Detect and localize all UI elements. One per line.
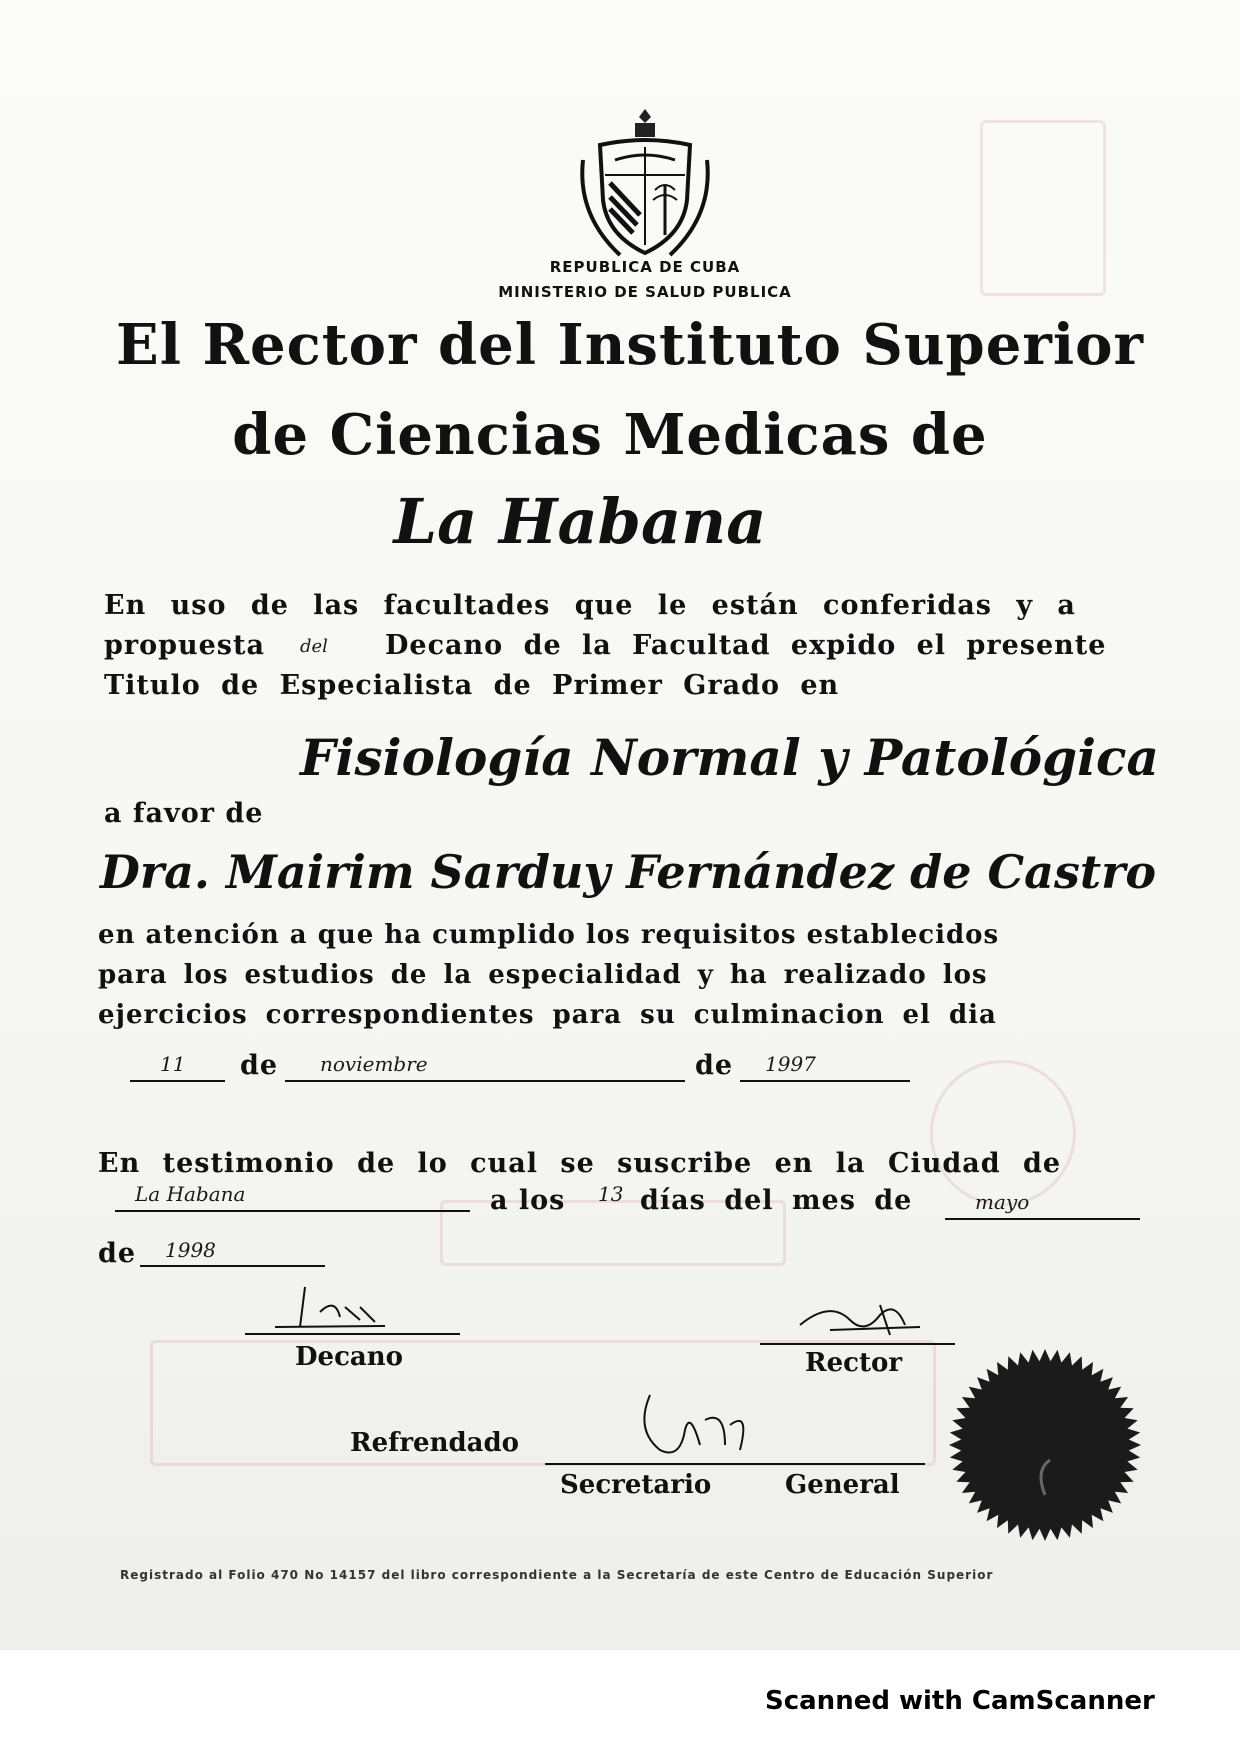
header-ministry: MINISTERIO DE SALUD PUBLICA (498, 283, 792, 301)
title-line-1: El Rector del Instituto Superior (116, 312, 1144, 378)
paragraph-2-line-3: ejercicios correspondientes para su culminacion el dia (98, 1000, 997, 1030)
secretario-label: Secretario (560, 1470, 712, 1500)
completion-month: noviembre (320, 1052, 428, 1076)
de-year: de (98, 1238, 137, 1269)
title-line-3: La Habana (393, 485, 767, 558)
title-line-2: de Ciencias Medicas de (232, 402, 988, 468)
specialty-title: Fisiología Normal y Patológica (300, 728, 1159, 787)
completion-de-2: de (695, 1050, 734, 1081)
header-country: REPUBLICA DE CUBA (549, 258, 741, 276)
registry-note: Registrado al Folio 470 No 14157 del libro correspondiente a la Secretaría de este Centro de Educación Superior (120, 1568, 994, 1582)
completion-day: 11 (160, 1052, 186, 1076)
completion-month-line (285, 1080, 685, 1082)
cuba-coat-of-arms-icon (575, 105, 715, 260)
a-los: a los (490, 1185, 566, 1216)
sign-month-line (945, 1218, 1140, 1220)
completion-de-1: de (240, 1050, 279, 1081)
recipient-name: Dra. Mairim Sarduy Fernández de Castro (100, 845, 1157, 899)
sign-year: 1998 (165, 1238, 216, 1262)
a-favor-de: a favor de (104, 798, 264, 829)
rector-label: Rector (805, 1348, 903, 1378)
completion-year-line (740, 1080, 910, 1082)
sign-year-line (140, 1265, 325, 1267)
rector-signature-line (760, 1343, 955, 1345)
general-label: General (785, 1470, 900, 1500)
secretario-signature-icon (630, 1390, 770, 1460)
paragraph-1-line-3: Titulo de Especialista de Primer Grado en (104, 670, 840, 701)
paragraph-1-line-2a: propuesta (104, 630, 265, 661)
city-line (115, 1210, 470, 1212)
paragraph-2-line-1: en atención a que ha cumplido los requisitos establecidos (98, 920, 1000, 950)
paragraph-3-line-1: En testimonio de lo cual se suscribe en la Ciudad de (98, 1148, 1062, 1179)
sign-month: mayo (975, 1190, 1030, 1214)
paragraph-1-line-2b: Decano de la Facultad expido el presente (385, 630, 1107, 661)
paragraph-1-del: del (300, 636, 328, 657)
completion-year: 1997 (765, 1052, 816, 1076)
notary-seal-icon (945, 1345, 1145, 1545)
refrendado-label: Refrendado (350, 1428, 520, 1458)
paragraph-2-line-2: para los estudios de la especialidad y ha realizado los (98, 960, 988, 990)
rector-signature-icon (790, 1295, 940, 1345)
dias-del-mes: días del mes de (640, 1185, 913, 1216)
sign-day: 13 (598, 1182, 624, 1206)
secretario-signature-line (545, 1463, 925, 1465)
paragraph-1-line-1: En uso de las facultades que le están conferidas y a (104, 590, 1076, 621)
completion-day-line (130, 1080, 225, 1082)
ghost-stamp-round (930, 1060, 1076, 1206)
decano-label: Decano (295, 1342, 404, 1372)
decano-signature-icon (265, 1282, 425, 1332)
decano-signature-line (245, 1333, 460, 1335)
scanner-watermark: Scanned with CamScanner (765, 1686, 1155, 1716)
city: La Habana (135, 1182, 246, 1206)
